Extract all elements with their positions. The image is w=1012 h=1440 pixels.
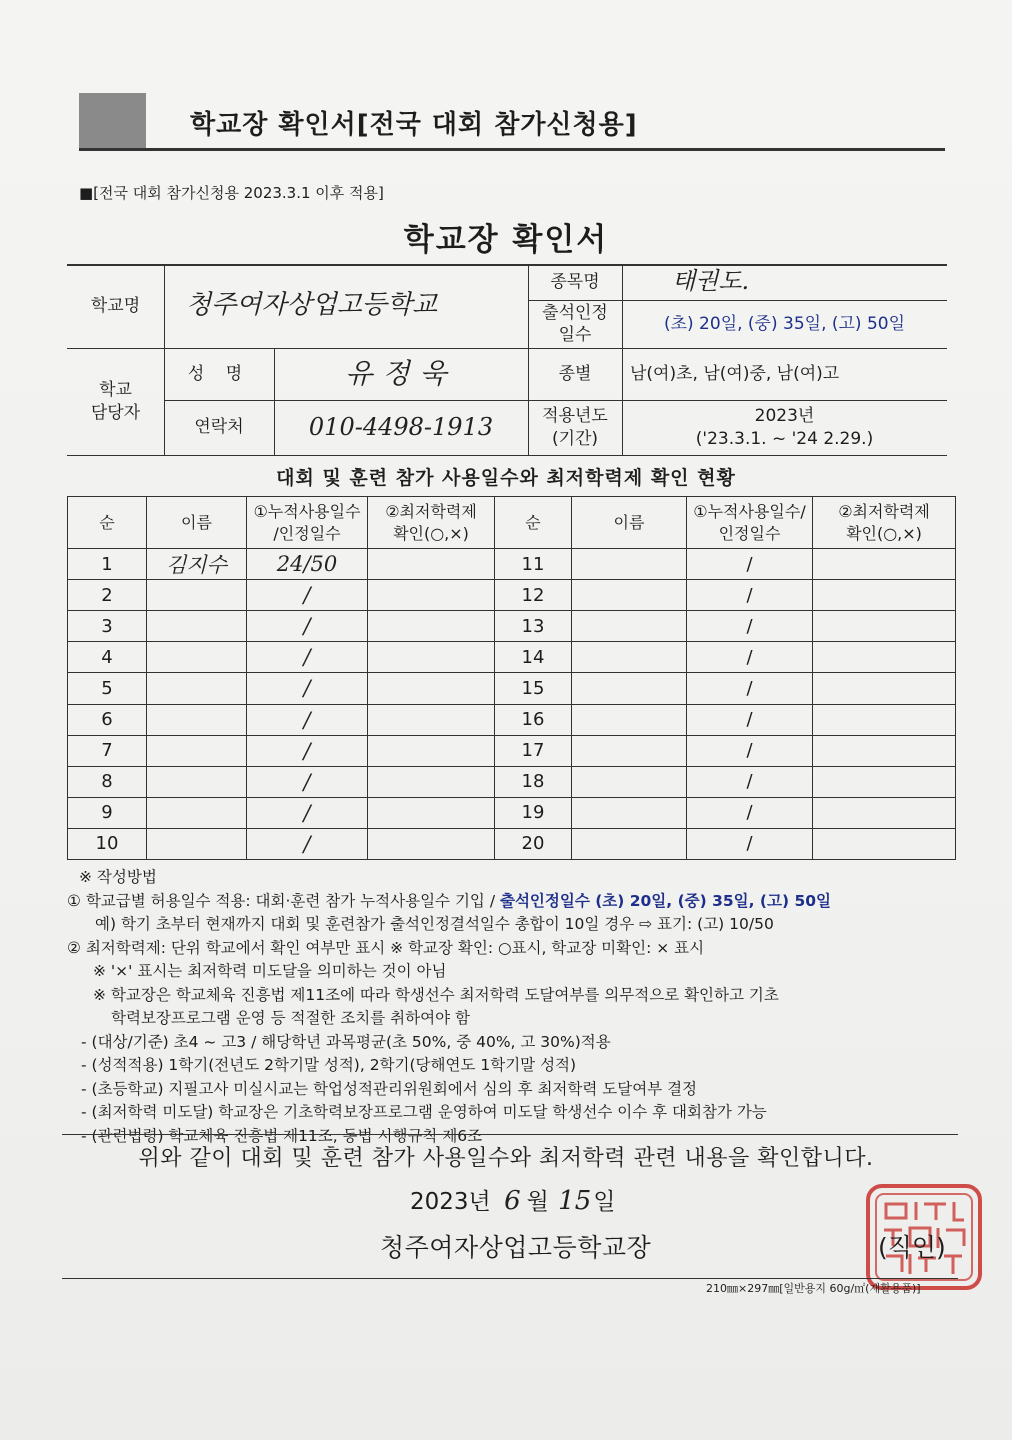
row-no: 9 [68,797,147,828]
attend-days-label-line2: 일수 [558,325,592,345]
row-name [147,797,247,828]
paper-spec-note: 210㎜×297㎜[일반용지 60g/㎡(재활용품)] [706,1282,921,1295]
row-name-2 [572,797,687,828]
row-min-academic-2 [813,642,956,673]
table-row [68,611,956,642]
row-no: 6 [68,704,147,735]
gender-value: 남(여)초, 남(여)중, 남(여)고 [630,363,840,384]
table-row [68,797,956,828]
manager-name-value: 유정욱 [345,356,457,390]
row-name [147,580,247,611]
row-name [147,673,247,704]
row-min-academic-2 [813,580,956,611]
row-days-2: / [687,766,813,797]
row-no: 10 [68,828,147,859]
row-name-2 [572,704,687,735]
school-manager-label [67,348,164,455]
school-name-label: 학교명 [90,295,141,316]
date-month-unit: 월 [526,1189,549,1215]
manager-name-label: 성 명 [187,363,251,384]
attend-days-label-line1: 출석인정 [542,302,608,323]
attend-days-label [528,300,622,348]
header-min-academic-2: ②최저학력제 확인(○,×) [813,497,956,549]
sport-label: 종목명 [550,271,600,292]
table-row [68,549,956,580]
row-no: 5 [68,673,147,704]
criteria-law: - (관련법령) 학교체육 진흥법 제11조, 동법 시행규칙 제6조 [81,1126,483,1145]
row-no-2: 13 [495,611,572,642]
table-row [68,642,956,673]
row-min-academic-2 [813,673,956,704]
row-days-2: / [687,611,813,642]
instruction-2-note-b: ※ 학교장은 학교체육 진흥법 제11조에 따라 학생선수 최저학력 도달여부를 의무적으로 확인하고 기초 [93,985,779,1004]
table-row [68,766,956,797]
confirmation-text: 위와 같이 대회 및 훈련 참가 사용일수와 최저학력 관련 내용을 확인합니다. [138,1146,874,1171]
table-row [68,735,956,766]
instruction-1: ① 학교급별 허용일수 적용: 대회·훈련 참가 누적사용일수 기입 / 출석인정일수 (초) 20일, (중) 35일, (고) 50일 [67,891,832,910]
row-days-2: / [687,549,813,580]
row-name [147,828,247,859]
row-days-2: / [687,704,813,735]
date-line [410,1183,615,1216]
row-no-2: 15 [495,673,572,704]
instruction-1-example: 예) 학기 초부터 현재까지 대회 및 훈련참가 출석인정결석일수 총합이 10일 경우 ⇨ 표기: (고) 10/50 [95,915,774,933]
row-days: / [247,797,368,828]
row-days-2: / [687,735,813,766]
row-days: / [247,828,368,859]
row-days: / [247,766,368,797]
school-manager-label-line1: 학교 [99,380,132,401]
row-no: 2 [68,580,147,611]
row-days-2: / [687,797,813,828]
school-manager-label-line2: 담당자 [90,402,141,423]
footer-rule [62,1278,958,1279]
row-no-2: 12 [495,580,572,611]
header-min-academic: ②최저학력제 확인(○,×) [368,497,495,549]
criteria-below-minimum: - (최저학력 미도달) 학교장은 기초학력보장프로그램 운영하여 미도달 학생선수 이수 후 대회참가 가능 [81,1103,767,1121]
row-days: 24/50 [247,549,368,580]
row-name [147,704,247,735]
row-min-academic [368,828,495,859]
row-days: / [247,735,368,766]
gender-label: 종별 [558,363,592,384]
header-name: 이름 [147,497,247,549]
row-name-2 [572,549,687,580]
main-title: 학교장 확인서 [403,222,609,258]
row-days: / [247,642,368,673]
row-no-2: 20 [495,828,572,859]
row-min-academic [368,735,495,766]
row-no: 1 [68,549,147,580]
row-no-2: 19 [495,797,572,828]
row-days: / [247,580,368,611]
row-name [147,766,247,797]
header-name-2: 이름 [572,497,687,549]
row-no-2: 17 [495,735,572,766]
row-no-2: 11 [495,549,572,580]
date-year: 2023년 [410,1189,491,1215]
instructions-heading: ※ 작성방법 [79,868,157,886]
row-min-academic [368,797,495,828]
row-min-academic-2 [813,611,956,642]
row-name-2 [572,580,687,611]
date-day-unit: 일 [593,1189,616,1215]
table-row [68,673,956,704]
header-no-2: 순 [495,497,572,549]
apply-year-value [622,400,947,455]
row-no: 7 [68,735,147,766]
row-no-2: 14 [495,642,572,673]
header-rule [79,148,945,151]
seal-label: (직인) [878,1233,946,1262]
instruction-2-note-a: ※ '×' 표시는 최저학력 미도달을 의미하는 것이 아님 [93,962,447,980]
row-name-2 [572,642,687,673]
criteria-target: - (대상/기준) 초4 ~ 고3 / 해당학년 과목평균(초 50%, 중 40%, 고 30%)적용 [81,1032,611,1051]
row-days-2: / [687,828,813,859]
row-days: / [247,704,368,735]
row-name-2 [572,673,687,704]
row-min-academic [368,642,495,673]
row-name-2 [572,735,687,766]
row-name [147,642,247,673]
criteria-grades: - (성적적용) 1학기(전년도 2학기말 성적), 2학기(당해연도 1학기말 성적) [81,1056,577,1074]
sport-value: 태권도. [672,267,750,296]
row-no: 4 [68,642,147,673]
row-min-academic-2 [813,828,956,859]
instructions [67,866,957,1148]
row-name-2 [572,766,687,797]
row-days-2: / [687,642,813,673]
header-title: 학교장 확인서[전국 대회 참가신청용] [190,110,638,140]
row-name [147,611,247,642]
contact-label: 연락처 [194,417,244,438]
row-min-academic [368,611,495,642]
row-days-2: / [687,673,813,704]
table-row [68,704,956,735]
row-days-2: / [687,580,813,611]
header-block [79,93,146,148]
date-day: 15 [558,1186,592,1216]
table-row [68,580,956,611]
header-no: 순 [68,497,147,549]
criteria-elementary: - (초등학교) 지필고사 미실시교는 학업성적관리위원회에서 심의 후 최저학력 도달여부 결정 [81,1079,698,1098]
school-name-value: 청주여자상업고등학교 [186,290,438,321]
row-no: 8 [68,766,147,797]
principal-school-name: 청주여자상업고등학교장 [380,1233,652,1262]
notes-rule [62,1134,958,1135]
form-note: ■[전국 대회 참가신청용 2023.3.1 이후 적용] [79,184,384,202]
apply-year-label [528,400,622,455]
row-name: 김지수 [147,549,247,580]
apply-year-value-line1: 2023년 [754,406,815,427]
row-no-2: 18 [495,766,572,797]
attend-days-value: (초) 20일, (중) 35일, (고) 50일 [663,313,906,334]
row-min-academic [368,580,495,611]
row-name-2 [572,828,687,859]
row-days: / [247,611,368,642]
row-min-academic [368,673,495,704]
row-min-academic-2 [813,766,956,797]
row-min-academic-2 [813,549,956,580]
instruction-2: ② 최저학력제: 단위 학교에서 확인 여부만 표시 ※ 학교장 확인: ○표시, 학교장 미확인: × 표시 [67,938,705,957]
row-min-academic [368,766,495,797]
header-days-2: ①누적사용일수/ 인정일수 [687,497,813,549]
row-days: / [247,673,368,704]
instruction-2-note-b-cont: 학력보장프로그램 운영 등 적절한 조치를 취하여야 함 [111,1009,470,1027]
usage-grid [67,496,955,860]
section-title: 대회 및 훈련 참가 사용일수와 최저학력제 확인 현황 [276,467,736,489]
row-min-academic-2 [813,704,956,735]
apply-year-label-line2: (기간) [551,428,599,449]
grid-header-row [68,497,956,549]
contact-value: 010-4498-1913 [308,412,494,441]
row-no: 3 [68,611,147,642]
row-min-academic [368,704,495,735]
apply-year-value-line2: ('23.3.1. ~ '24 2.29.) [695,428,874,449]
row-min-academic-2 [813,797,956,828]
table-row [68,828,956,859]
row-name [147,735,247,766]
row-no-2: 16 [495,704,572,735]
row-name-2 [572,611,687,642]
row-min-academic [368,549,495,580]
apply-year-label-line1: 적용년도 [542,406,608,427]
date-month: 6 [504,1186,521,1216]
row-min-academic-2 [813,735,956,766]
header-days: ①누적사용일수 /인정일수 [247,497,368,549]
